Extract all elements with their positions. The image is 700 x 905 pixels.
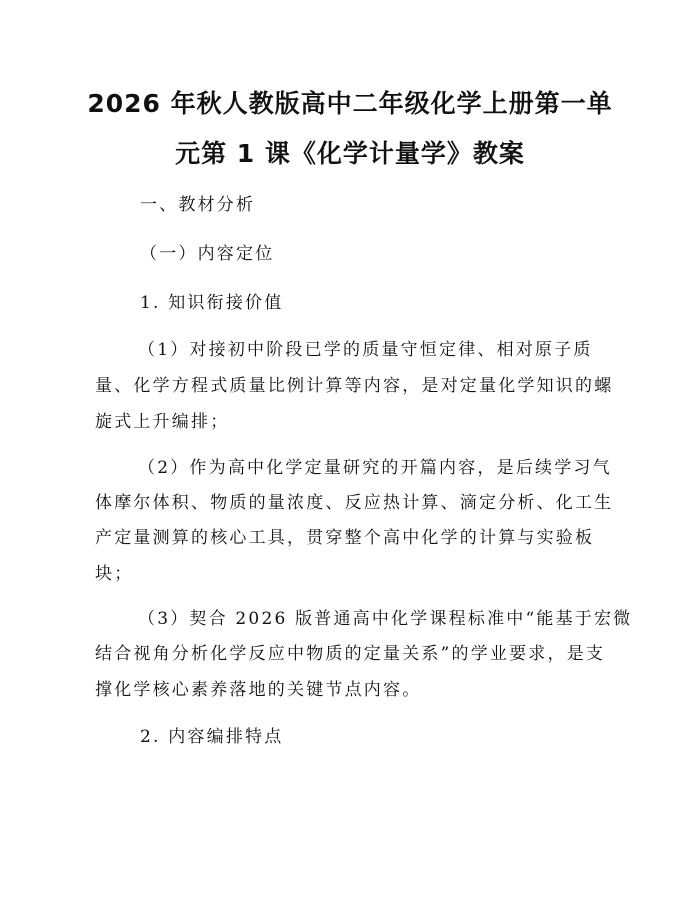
paragraph-3-line-1: （3）契合 2026 版普通高中化学课程标准中“能基于宏微 [138,609,633,629]
paragraph-2-line-3: 产定量测算的核心工具，贯穿整个高中化学的计算与实验板 [95,528,595,548]
paragraph-2-line-4: 块； [95,564,134,584]
document-title-line-1: 2026 年秋人教版高中二年级化学上册第一单 [87,89,613,118]
document-title-line-2: 元第 1 课《化学计量学》教案 [175,139,525,168]
paragraph-1-line-3: 旋式上升编排； [95,412,230,432]
paragraph-3-line-3: 撑化学核心素养落地的关键节点内容。 [95,680,422,700]
subsection-heading-content-positioning: （一）内容定位 [140,244,275,264]
paragraph-1-line-2: 量、化学方程式质量比例计算等内容，是对定量化学知识的螺 [95,376,614,396]
paragraph-3-line-2: 结合视角分析化学反应中物质的定量关系”的学业要求，是支 [95,644,606,664]
item-heading-knowledge-connection-value: 1. 知识衔接价值 [140,293,284,313]
paragraph-1-line-1: （1）对接初中阶段已学的质量守恒定律、相对原子质 [138,340,593,360]
paragraph-2-line-2: 体摩尔体积、物质的量浓度、反应热计算、滴定分析、化工生 [95,493,614,513]
item-heading-content-arrangement-features: 2. 内容编排特点 [140,727,284,747]
paragraph-2-line-1: （2）作为高中化学定量研究的开篇内容，是后续学习气 [138,458,612,478]
section-heading-teaching-material-analysis: 一、教材分析 [140,195,256,215]
